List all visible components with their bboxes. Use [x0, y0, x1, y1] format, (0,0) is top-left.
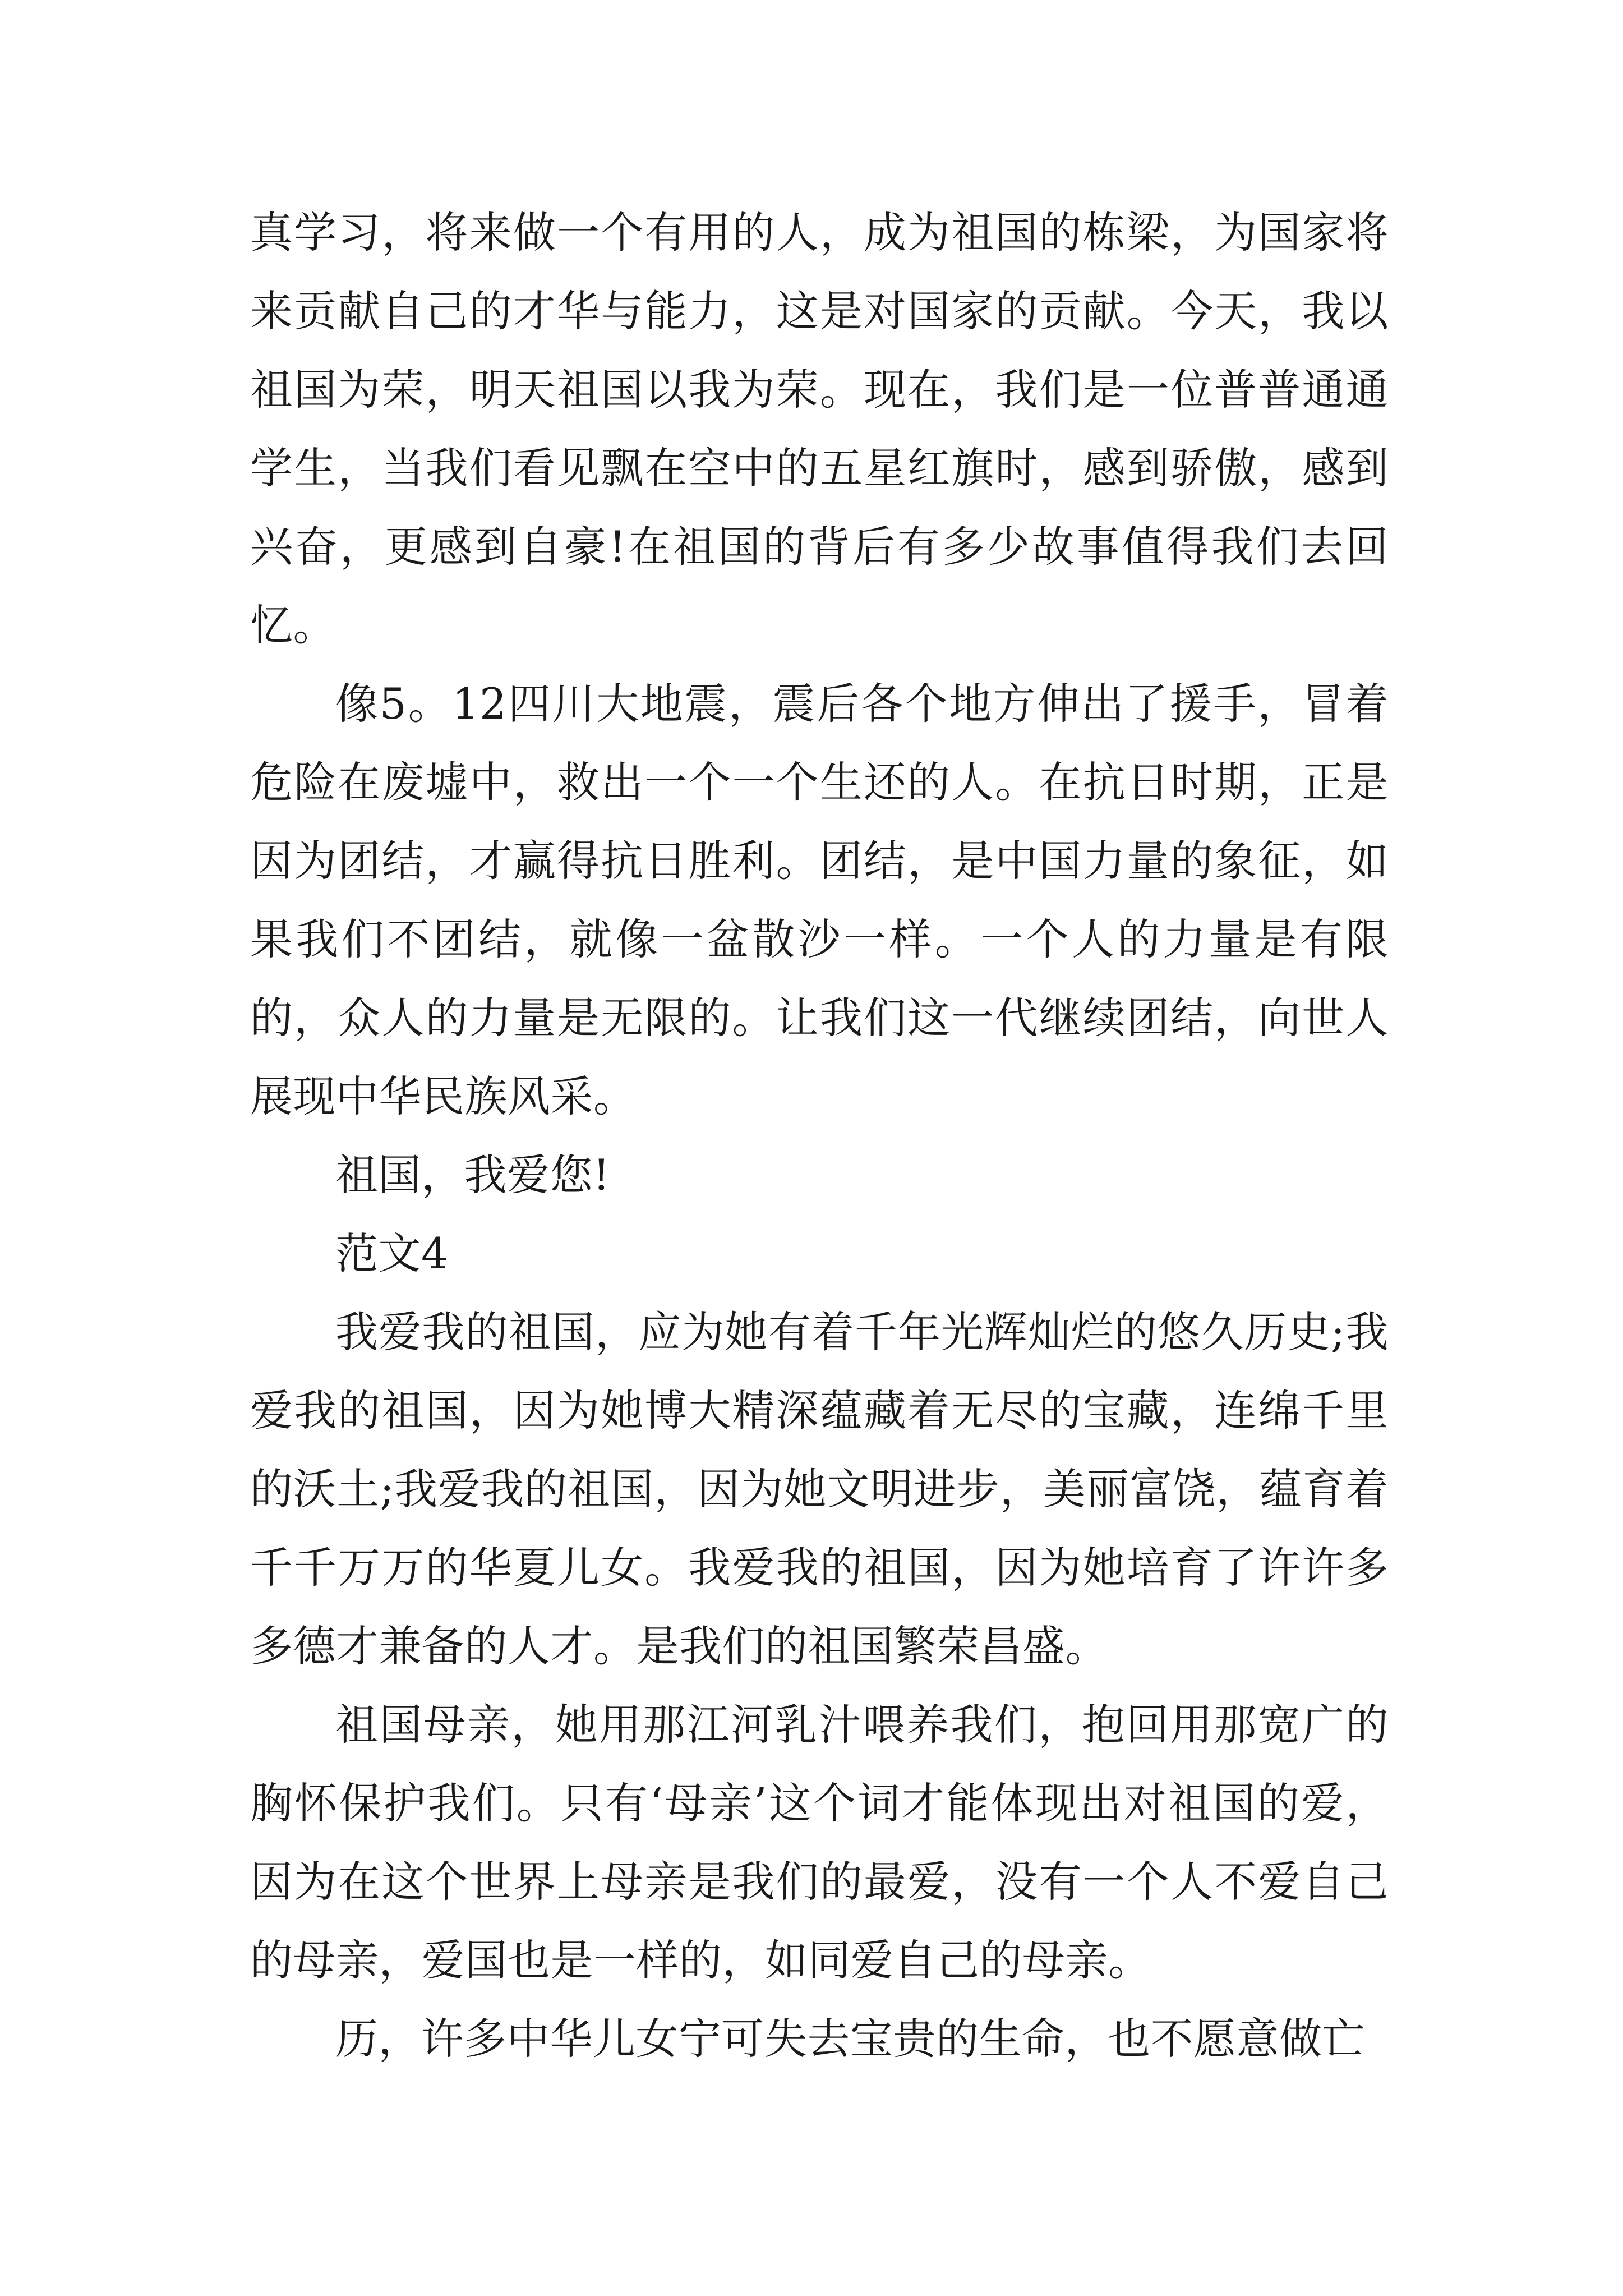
paragraph-earthquake: 像5。12四川大地震，震后各个地方伸出了援手，冒着危险在废墟中，救出一个一个生还的人。在抗日时期，正是因为团结，才赢得抗日胜利。团结，是中国力量的象征，如果我们不团结，就像一盆散沙一样。一个人的力量是有限的，众人的力量是无限的。让我们这一代继续团结，向世人展现中华民族风采。 [250, 679, 1389, 1121]
document-body [250, 194, 1389, 2078]
paragraph-continuation: 真学习，将来做一个有用的人，成为祖国的栋梁，为国家将来贡献自己的才华与能力，这是对国家的贡献。今天，我以祖国为荣，明天祖国以我为荣。现在，我们是一位普普通通学生，当我们看见飘在空中的五星红旗时，感到骄傲，感到兴奋，更感到自豪!在祖国的背后有多少故事值得我们去回忆。 [250, 208, 1389, 650]
section-heading-sample-4: 范文4 [335, 1228, 449, 1278]
paragraph-motherland-mother: 祖国母亲，她用那江河乳汁喂养我们，抱回用那宽广的胸怀保护我们。只有‘母亲’这个词才能体现出对祖国的爱，因为在这个世界上母亲是我们的最爱，没有一个人不爱自己的母亲，爱国也是一样的，如同爱自己的母亲。 [250, 1700, 1389, 1985]
paragraph-love-motherland: 祖国，我爱您! [335, 1150, 611, 1200]
paragraph-history-cutoff: 历，许多中华儿女宁可失去宝贵的生命，也不愿意做亡 [335, 2014, 1365, 2064]
paragraph-i-love-my-motherland: 我爱我的祖国，应为她有着千年光辉灿烂的悠久历史;我爱我的祖国，因为她博大精深蕴藏着无尽的宝藏，连绵千里的沃土;我爱我的祖国，因为她文明进步，美丽富饶，蕴育着千千万万的华夏儿女。我爱我的祖国，因为她培育了许许多多德才兼备的人才。是我们的祖国繁荣昌盛。 [250, 1307, 1389, 1671]
